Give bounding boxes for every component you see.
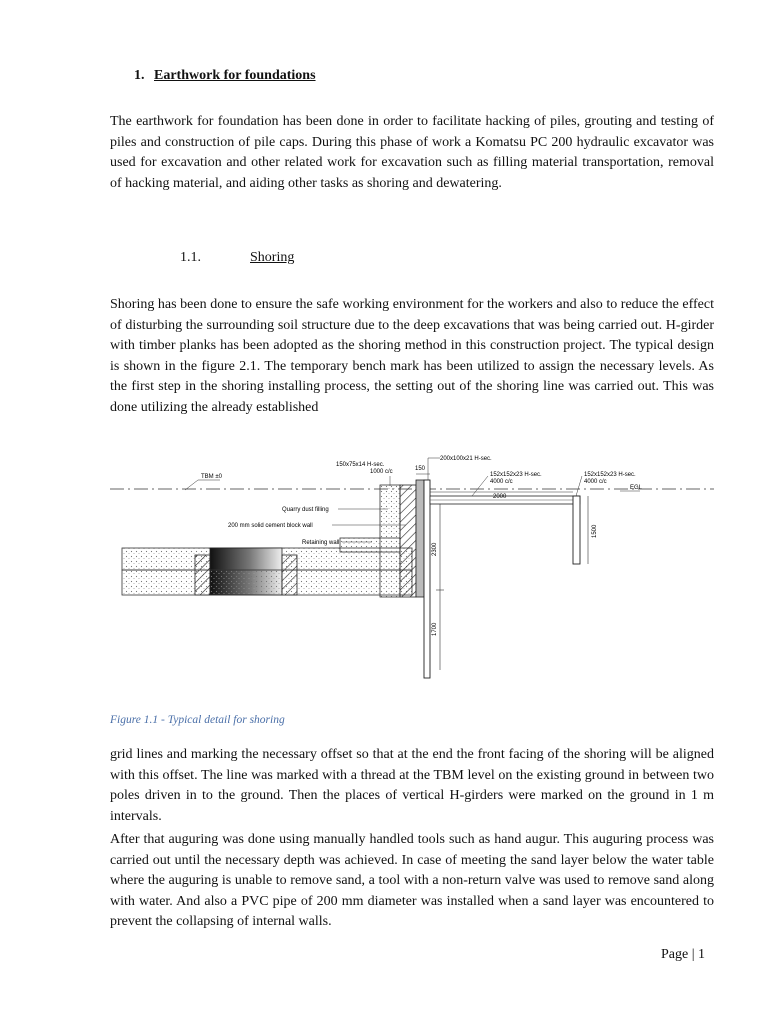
h-girder-pile [424,480,430,678]
cc-1000-label: 1000 c/c [370,469,393,475]
dim-1500-label: 1500 [592,524,598,538]
dim-1700-label: 1700 [432,622,438,636]
subsection-number: 1.1. [180,250,201,265]
figure-caption: Figure 1.1 - Typical detail for shoring [110,714,285,726]
tbm-label: TBM ±0 [201,474,222,480]
paragraph-auguring: After that auguring was done using manually handled tools such as hand augur. This auguring process was carried out until the necessary depth was achieved. In case of meeting the sand layer below the water table where the auguring is unable to remove sand, a tool with a non-return valve was used to remove sand along with water. And also a PVC pipe of 200 mm diameter was installed when a sand layer was encountered to prevent the collapsing of internal walls. [110,832,714,929]
block-wall-label: 200 mm solid cement block wall [228,523,313,529]
paragraph-earthwork: The earthwork for foundation has been done in order to facilitate hacking of piles, grouting and testing of piles and construction of pile caps. During this phase of work a Komatsu PC 200 hydraulic excavator was used for excavation and other related work for excavation such as filling material transportation, removal of hacking material, and aiding other tasks as shoring and dewatering. [110,114,714,191]
section-title: Earthwork for foundations [154,68,316,83]
cc-4000-a-label: 4000 c/c [490,479,513,485]
subsection-title: Shoring [250,250,295,265]
dim-2000-label: 2000 [493,494,507,500]
footing-base [122,570,412,595]
paragraph-shoring: Shoring has been done to ensure the safe working environment for the workers and also to reduce the effect of disturbing the surrounding soil structure due to the deep excavations that was being carried out. H-girder with timber planks has been adopted as the shoring method in this construction project. The typical design is shown in the figure 2.1. The temporary bench mark has been utilized to assign the necessary levels. As the first step in the shoring installing process, the setting out of the shoring line was carried out. This was done utilizing the already established [110,297,714,415]
page-number: Page | 1 [661,947,706,962]
quarry-dust-filling [380,485,400,597]
shoring-detail-figure [110,430,714,688]
block-wall [400,485,416,597]
hsec-152-b-label: 152x152x23 H-sec. [584,472,636,478]
retaining-wall-label: Retaining wall [302,540,340,546]
dim-150-label: 150 [415,466,426,472]
section-number: 1. [134,68,145,83]
timber-plank [416,480,424,597]
hsec-152-a-label: 152x152x23 H-sec. [490,472,542,478]
hsec-150-label: 150x75x14 H-sec. [336,462,385,468]
paragraph-grid-lines: grid lines and marking the necessary offset so that at the end the front facing of the shoring will be aligned with this offset. The line was marked with a thread at the TBM level on the existing ground in between two poles driven in to the ground. Then the places of vertical H-girders were marked on the ground in 1 m intervals. [110,747,714,824]
egl-label: EGL [630,485,643,491]
section-heading [134,68,316,84]
cc-4000-b-label: 4000 c/c [584,479,607,485]
quarry-dust-label: Quarry dust filling [282,507,329,513]
hsec-200-label: 200x100x21 H-sec. [440,456,492,462]
dim-2300-label: 2300 [432,542,438,556]
right-h-girder [573,496,580,564]
